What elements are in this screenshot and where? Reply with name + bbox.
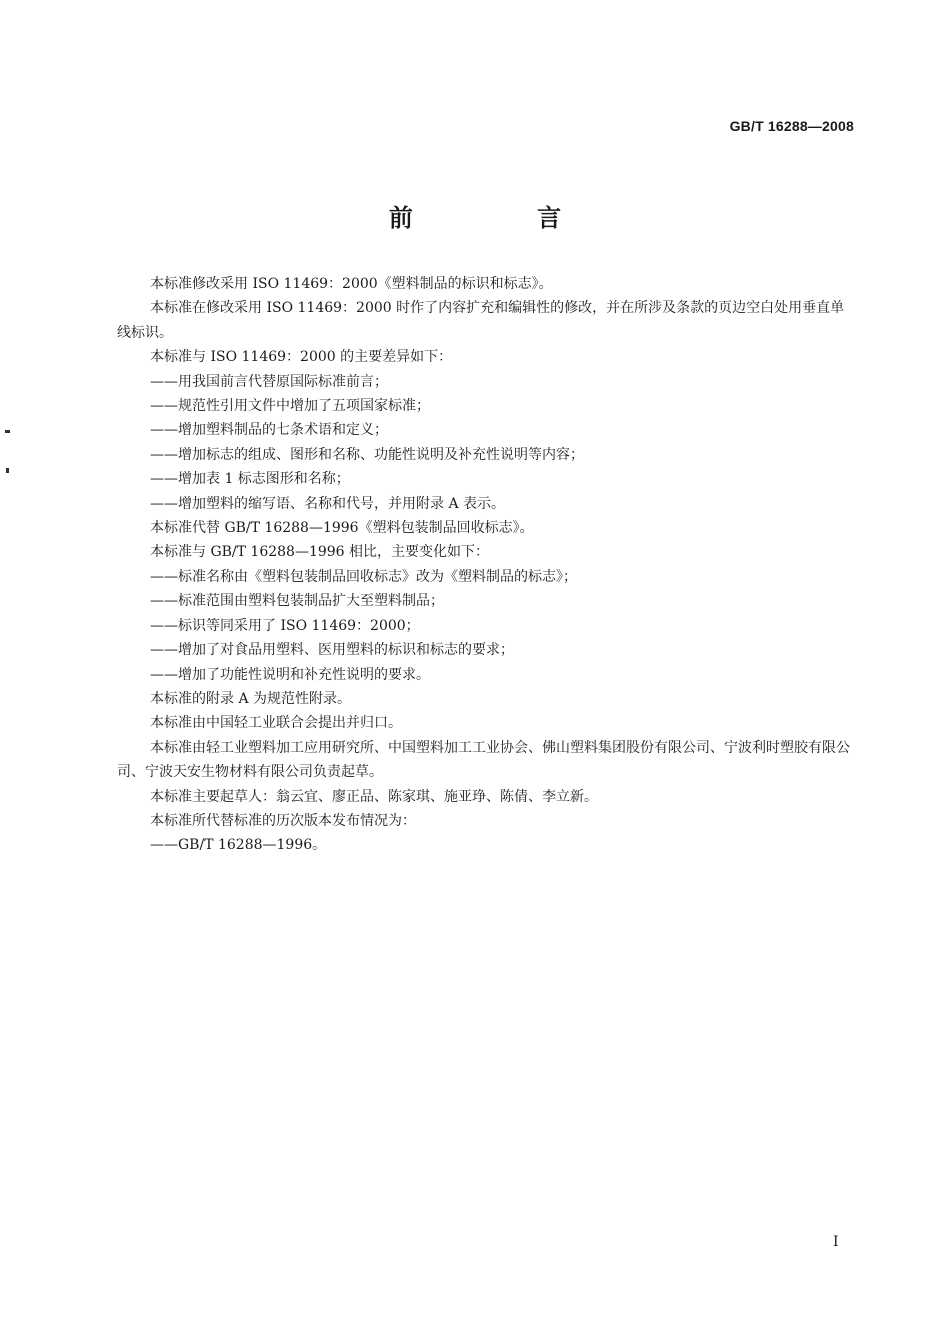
paragraph: 本标准代替 GB/T 16288—1996《塑料包装制品回收标志》。	[150, 520, 534, 537]
margin-revision-mark	[6, 468, 9, 473]
list-item: ——增加表 1 标志图形和名称；	[150, 471, 350, 488]
page-title: 前 言	[388, 203, 620, 232]
paragraph: 本标准由轻工业塑料加工应用研究所、中国塑料加工工业协会、佛山塑料集团股份有限公司、宁波利时塑胶有限公司、宁波天安生物材料有限公司负责起草。	[117, 739, 850, 781]
paragraph: 本标准由中国轻工业联合会提出并归口。	[150, 715, 402, 732]
list-item: ——增加塑料的缩写语、名称和代号，并用附录 A 表示。	[150, 495, 506, 512]
list-item: ——增加标志的组成、图形和名称、功能性说明及补充性说明等内容；	[150, 446, 584, 463]
paragraph: 本标准修改采用 ISO 11469：2000《塑料制品的标识和标志》。	[150, 276, 553, 292]
paragraph: 本标准主要起草人：翁云宜、廖正品、陈家琪、施亚琤、陈倩、李立新。	[150, 788, 598, 805]
standard-number: GB/T 16288—2008	[729, 118, 854, 134]
list-item: ——用我国前言代替原国际标准前言；	[150, 373, 388, 390]
paragraph: 本标准在修改采用 ISO 11469：2000 时作了内容扩充和编辑性的修改，并在所涉及条款的页边空白处用垂直单线标识。	[117, 300, 845, 341]
paragraph: 本标准与 GB/T 16288—1996 相比，主要变化如下：	[150, 544, 490, 561]
paragraph: 本标准所代替标准的历次版本发布情况为：	[150, 812, 416, 829]
page-number: I	[833, 1234, 839, 1250]
list-item: ——标准名称由《塑料包装制品回收标志》改为《塑料制品的标志》；	[150, 568, 577, 585]
list-item: ——标识等同采用了 ISO 11469：2000；	[150, 617, 420, 634]
list-item: ——增加了对食品用塑料、医用塑料的标识和标志的要求；	[150, 642, 514, 659]
paragraph: 本标准的附录 A 为规范性附录。	[150, 690, 352, 707]
list-item: ——增加塑料制品的七条术语和定义；	[150, 422, 388, 439]
list-item: ——标准范围由塑料包装制品扩大至塑料制品；	[150, 593, 444, 610]
paragraph: 本标准与 ISO 11469：2000 的主要差异如下：	[150, 349, 453, 366]
foreword-body	[117, 272, 857, 858]
list-item: ——增加了功能性说明和补充性说明的要求。	[150, 666, 430, 683]
list-item: ——规范性引用文件中增加了五项国家标准；	[150, 398, 430, 415]
list-item: ——GB/T 16288—1996。	[150, 837, 327, 854]
margin-revision-mark	[5, 430, 10, 433]
